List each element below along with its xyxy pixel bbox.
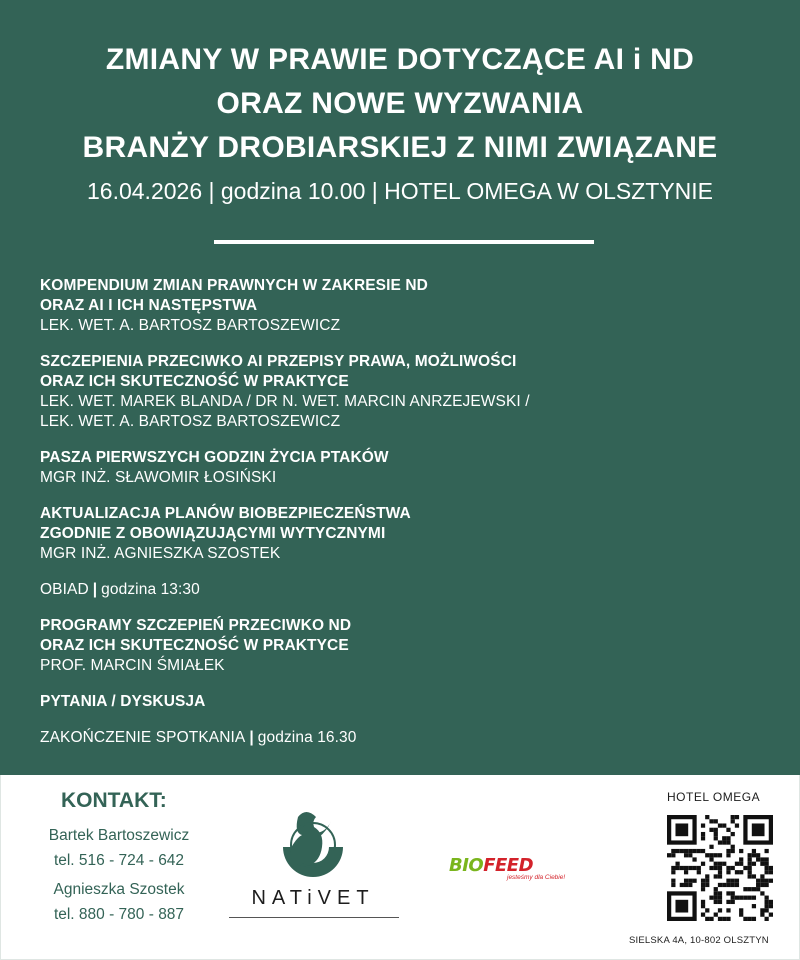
title-line: ORAZ NOWE WYZWANIA [216, 87, 584, 120]
separator: | [249, 729, 254, 746]
agenda-break-time: godzina 13:30 [101, 581, 200, 598]
agenda-item [40, 276, 780, 336]
page-title [0, 38, 800, 170]
agenda-break-label: ZAKOŃCZENIE SPOTKANIA [40, 729, 246, 746]
agenda-item-title: PYTANIA / DYSKUSJA [40, 693, 206, 710]
nativet-wordmark: NATiVET [251, 887, 375, 909]
divider [214, 240, 594, 244]
agenda-item-speaker: MGR INŻ. AGNIESZKA SZOSTEK [40, 545, 281, 562]
agenda-item-title: ORAZ AI I ICH NASTĘPSTWA [40, 297, 258, 314]
agenda-item [40, 728, 780, 748]
hotel-address: SIELSKA 4A, 10-802 OLSZTYN [629, 935, 769, 946]
agenda-item [40, 580, 780, 600]
footer-panel [0, 775, 800, 960]
agenda-break-label: OBIAD [40, 581, 89, 598]
contact-heading: KONTAKT: [61, 789, 167, 812]
agenda-break [40, 728, 780, 748]
agenda-item [40, 504, 780, 564]
agenda-item-title: PROGRAMY SZCZEPIEŃ PRZECIWKO ND [40, 617, 352, 634]
contact-card [39, 877, 199, 927]
agenda-item [40, 448, 780, 488]
agenda-break-time: godzina 16.30 [257, 729, 357, 746]
agenda-item-speaker: LEK. WET. A. BARTOSZ BARTOSZEWICZ [40, 317, 341, 334]
contact-card [39, 823, 199, 873]
agenda-break [40, 580, 780, 600]
nativet-logo [225, 803, 401, 918]
title-line: BRANŻY DROBIARSKIEJ Z NIMI ZWIĄZANE [82, 131, 718, 164]
contact-name: Bartek Bartoszewicz [48, 827, 190, 844]
agenda-item-title: ZGODNIE Z OBOWIĄZUJĄCYMI WYTYCZNYMI [40, 525, 386, 542]
agenda-list [40, 276, 780, 764]
agenda-item-title: ORAZ ICH SKUTECZNOŚĆ W PRAKTYCE [40, 373, 349, 390]
qr-code-icon[interactable] [667, 815, 773, 921]
biofeed-feed: FEED [483, 855, 534, 876]
agenda-item [40, 616, 780, 676]
contact-phone[interactable]: tel. 880 - 780 - 887 [53, 906, 185, 923]
agenda-item [40, 352, 780, 432]
title-line: ZMIANY W PRAWIE DOTYCZĄCE AI i ND [105, 43, 695, 76]
biofeed-bio: BIO [449, 855, 484, 876]
agenda-item-speaker: LEK. WET. A. BARTOSZ BARTOSZEWICZ [40, 413, 341, 430]
biofeed-logo [449, 855, 579, 885]
contact-name: Agnieszka Szostek [53, 881, 185, 898]
biofeed-tagline: jesteśmy dla Ciebie! [507, 874, 566, 881]
contact-phone[interactable]: tel. 516 - 724 - 642 [53, 852, 185, 869]
agenda-item-speaker: MGR INŻ. SŁAWOMIR ŁOSIŃSKI [40, 469, 277, 486]
agenda-item-title: SZCZEPIENIA PRZECIWKO AI PRZEPISY PRAWA, MOŻLIWOŚCI [40, 353, 517, 370]
logo-underline [229, 917, 399, 918]
agenda-item-speaker: LEK. WET. MAREK BLANDA / DR N. WET. MARCIN ANRZEJEWSKI / [40, 393, 530, 410]
agenda-item-title: KOMPENDIUM ZMIAN PRAWNYCH W ZAKRESIE ND [40, 277, 428, 294]
hotel-label: HOTEL OMEGA [667, 790, 761, 804]
agenda-item [40, 692, 780, 712]
event-date-location: 16.04.2026 | godzina 10.00 | HOTEL OMEGA W OLSZTYNIE [87, 178, 713, 204]
agenda-item-title: PASZA PIERWSZYCH GODZIN ŻYCIA PTAKÓW [40, 449, 389, 466]
agenda-item-title: ORAZ ICH SKUTECZNOŚĆ W PRAKTYCE [40, 637, 349, 654]
bird-logo-icon [225, 803, 401, 887]
agenda-item-title: AKTUALIZACJA PLANÓW BIOBEZPIECZEŃSTWA [40, 505, 411, 522]
agenda-item-speaker: PROF. MARCIN ŚMIAŁEK [40, 657, 225, 674]
separator: | [92, 581, 98, 598]
